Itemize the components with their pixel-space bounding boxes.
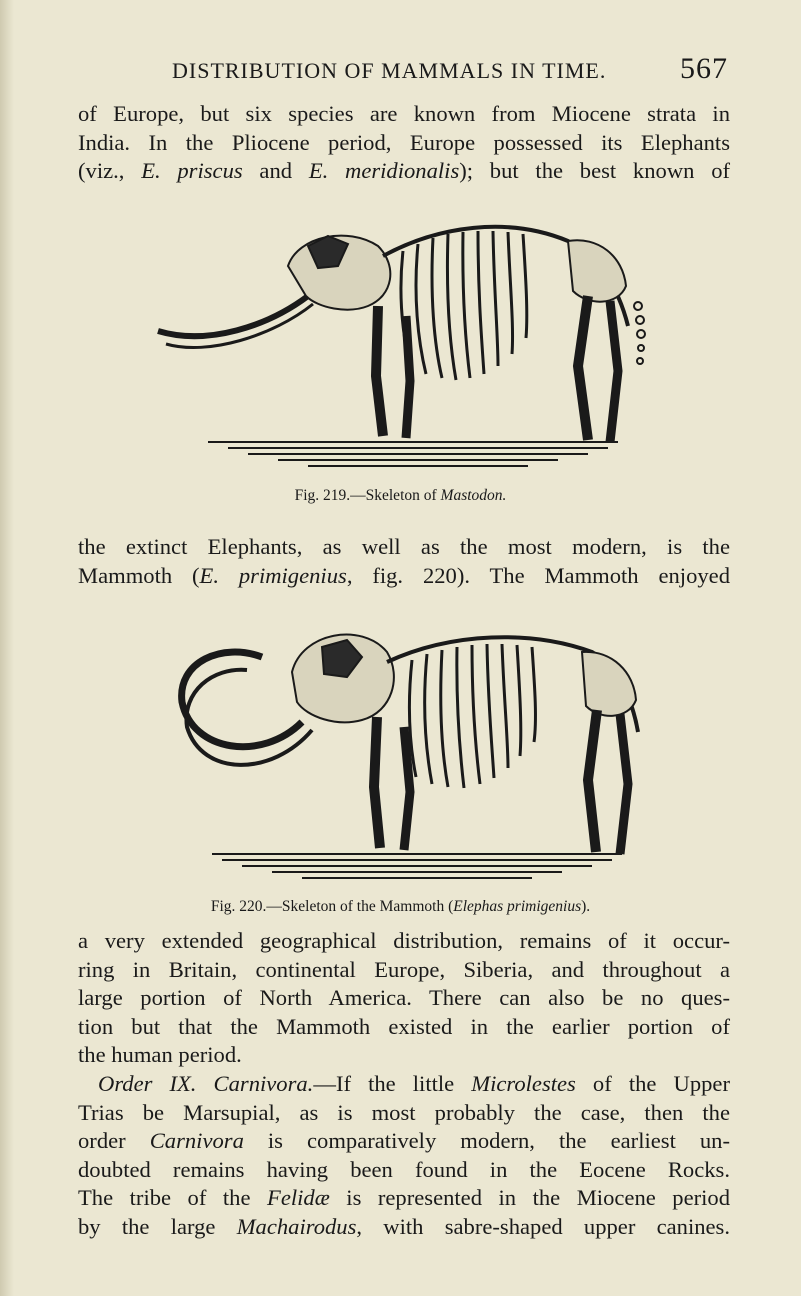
text-line: of Europe, but six species are known from Miocene strata in — [78, 101, 730, 126]
page-number: 567 — [680, 52, 728, 85]
paragraph-2 — [78, 533, 730, 590]
mastodon-skeleton-illustration — [148, 196, 658, 472]
text-line: by the large Machairodus, with sabre-shaped upper canines. — [78, 1213, 730, 1239]
ground-lines — [208, 442, 618, 466]
text-line: ring in Britain, continental Europe, Siberia, and throughout a — [78, 956, 730, 982]
text-line: doubted remains having been found in the Eocene Rocks. — [78, 1156, 730, 1182]
text-line: Order IX. Carnivora.—If the little Microlestes of the Upper — [98, 1070, 730, 1096]
mammoth-skeleton-illustration — [152, 612, 648, 884]
text-line: Mammoth (E. primigenius, fig. 220). The Mammoth enjoyed — [78, 562, 730, 588]
paragraph-3 — [78, 927, 730, 1242]
figure-219-caption: Fig. 219.—Skeleton of Mastodon. — [294, 487, 507, 504]
text-line: Trias be Marsupial, as is most probably the case, then the — [78, 1099, 730, 1125]
text-line: The tribe of the Felidæ is represented in the Miocene period — [78, 1185, 730, 1211]
header-title: DISTRIBUTION OF MAMMALS IN TIME. — [172, 58, 607, 83]
paragraph-1 — [78, 100, 730, 186]
page-spine-shadow — [0, 0, 14, 1296]
ground-lines — [212, 854, 622, 878]
text-line: (viz., E. priscus and E. meridionalis); but the best known of — [78, 158, 731, 184]
text-line: tion but that the Mammoth existed in the earlier portion of — [78, 1013, 730, 1039]
text-line: order Carnivora is comparatively modern, the earliest un- — [78, 1128, 731, 1154]
running-header — [78, 52, 728, 88]
text-line: the human period. — [78, 1042, 242, 1068]
figure-220-caption: Fig. 220.—Skeleton of the Mammoth (Elephas primigenius). — [210, 898, 591, 915]
text-line: a very extended geographical distribution, remains of it occur- — [78, 928, 730, 953]
text-line: large portion of North America. There can also be no ques- — [78, 985, 730, 1011]
text-line: the extinct Elephants, as well as the most modern, is the — [78, 534, 730, 559]
text-line: India. In the Pliocene period, Europe possessed its Elephants — [78, 129, 730, 155]
